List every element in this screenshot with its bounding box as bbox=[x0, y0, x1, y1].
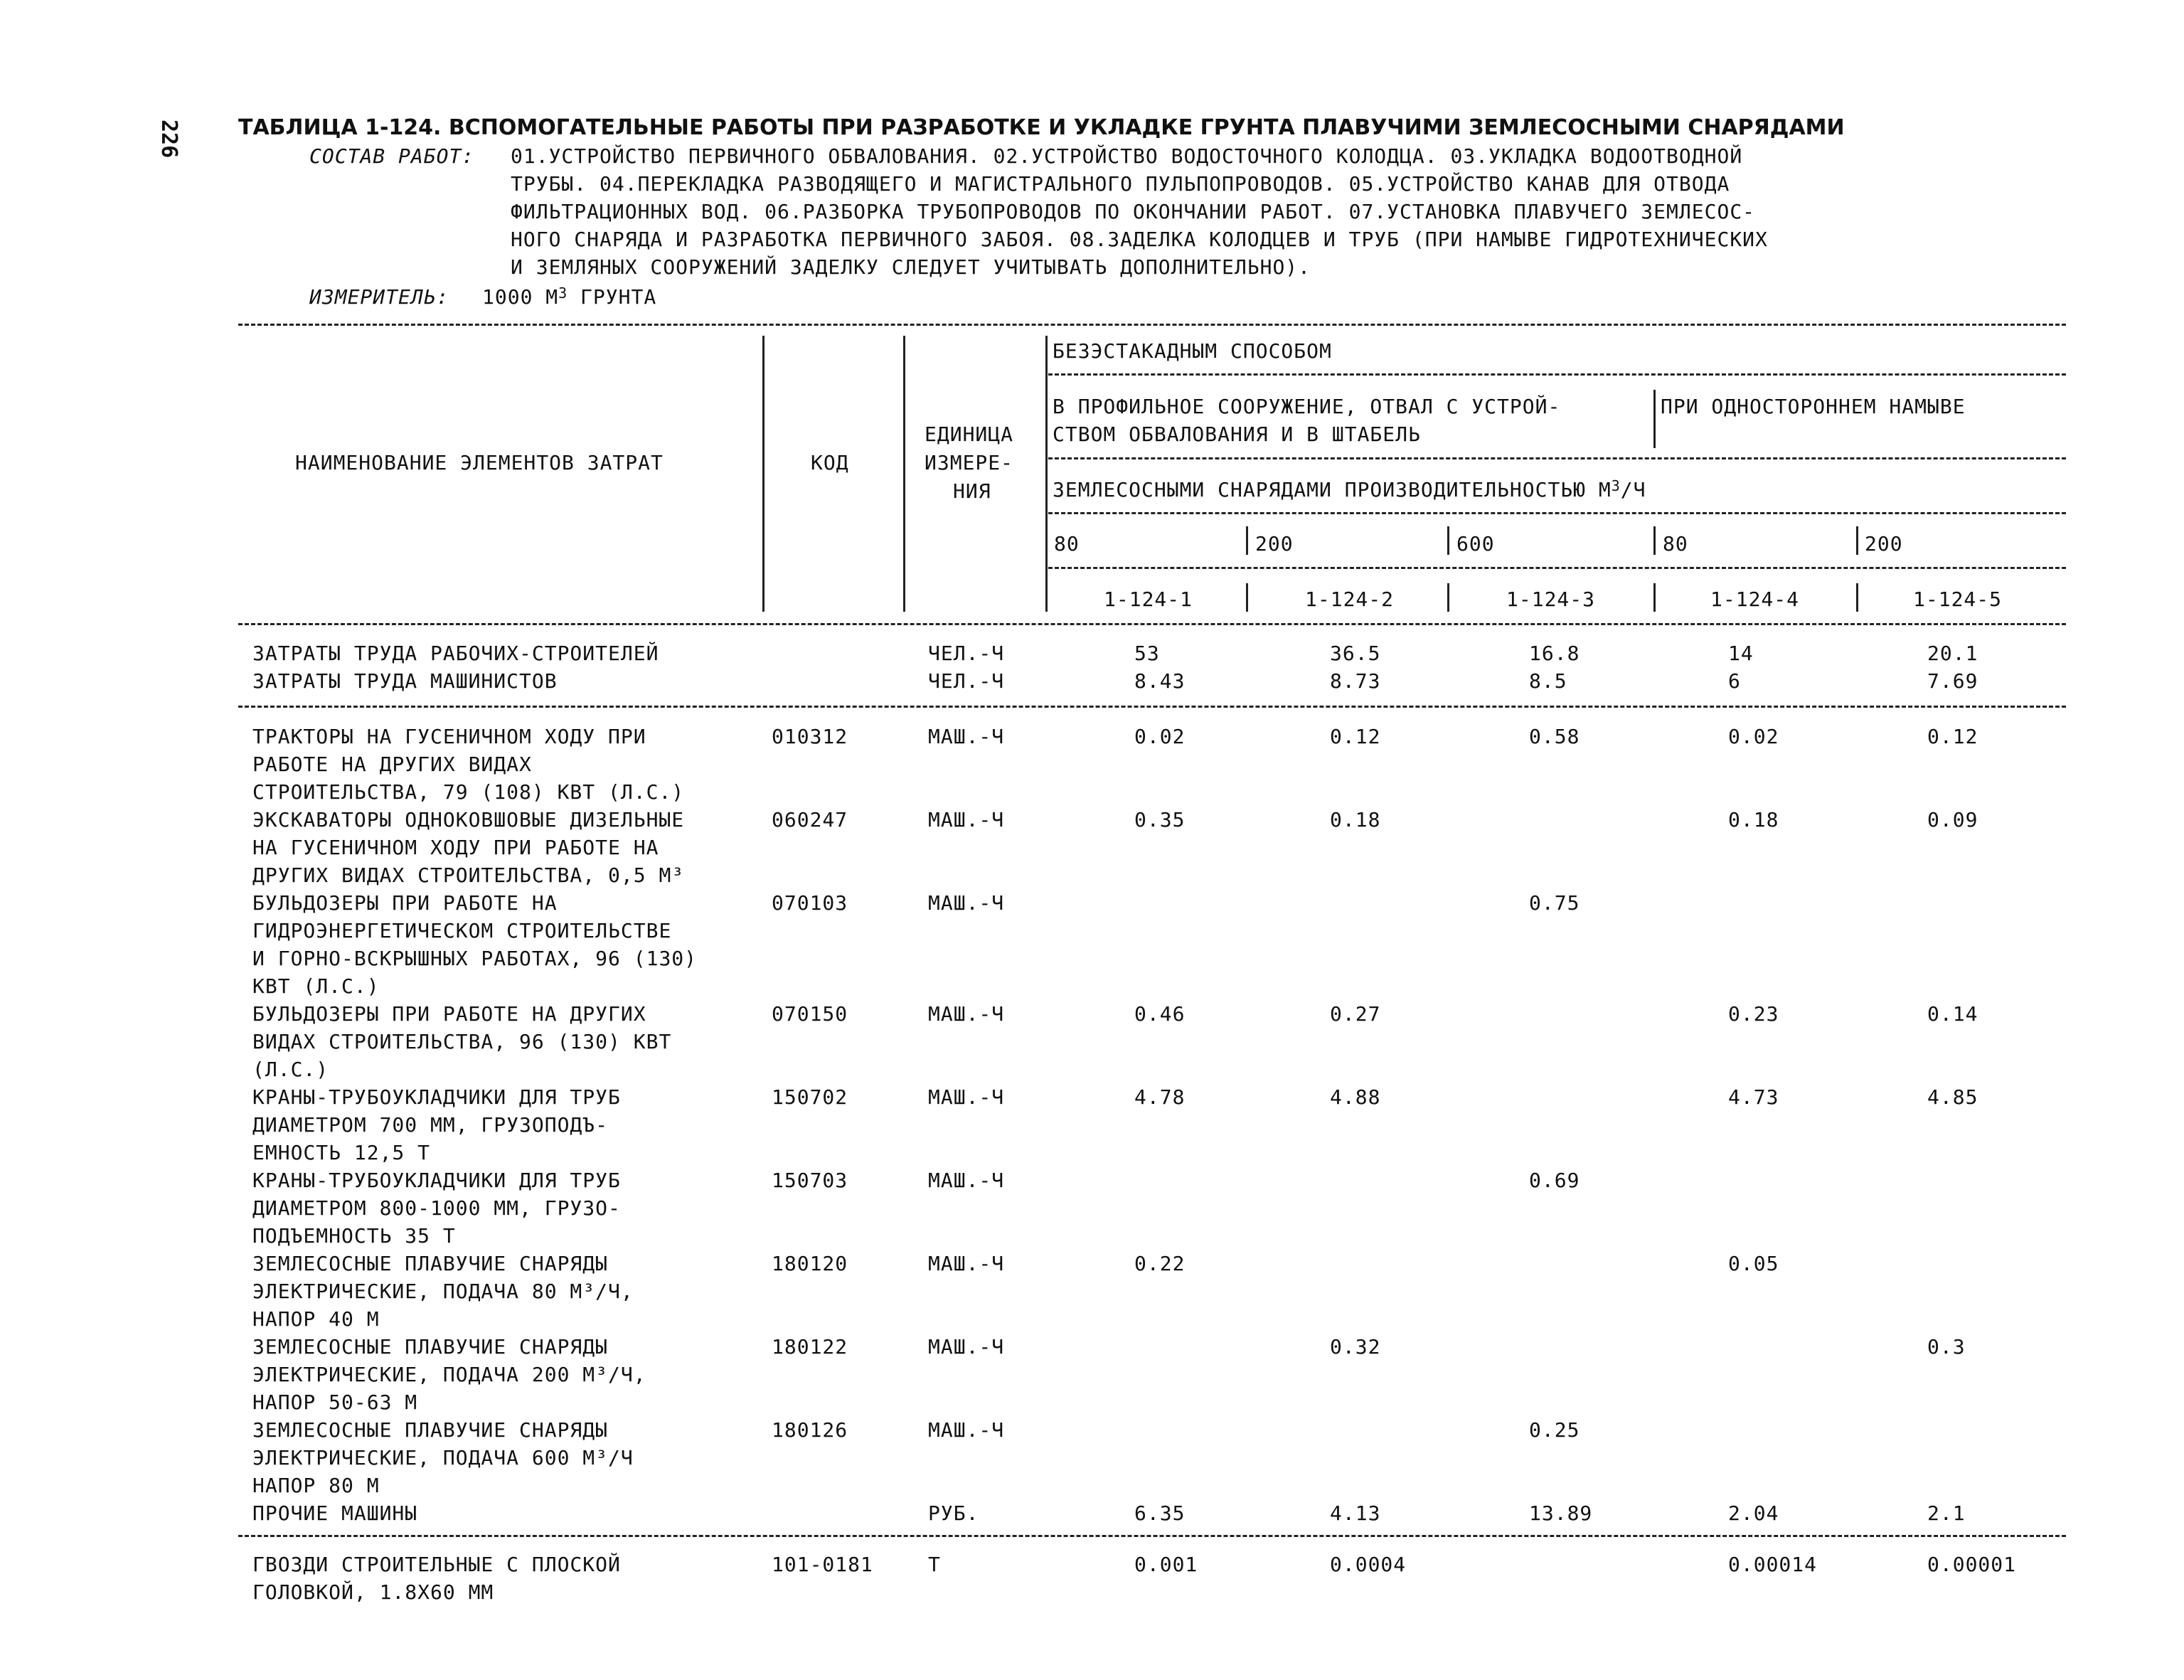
cost-value: 7.69 bbox=[1927, 669, 1978, 693]
cost-item-unit: МАШ.-Ч bbox=[928, 1252, 1005, 1275]
cost-value: 8.43 bbox=[1134, 669, 1186, 693]
cost-item-name: ГВОЗДИ СТРОИТЕЛЬНЫЕ С ПЛОСКОЙ bbox=[252, 1553, 621, 1576]
cost-value: 0.18 bbox=[1330, 808, 1381, 831]
header-productivity: 80 bbox=[1054, 532, 1080, 555]
cost-item-unit: МАШ.-Ч bbox=[928, 808, 1005, 831]
cost-value: 0.02 bbox=[1728, 725, 1779, 748]
cost-item-unit: МАШ.-Ч bbox=[928, 725, 1005, 748]
cost-item-name: КРАНЫ-ТРУБОУКЛАДЧИКИ ДЛЯ ТРУБ bbox=[252, 1085, 621, 1109]
measure-label: ИЗМЕРИТЕЛЬ: bbox=[309, 285, 449, 309]
header-divider-unit bbox=[1045, 336, 1048, 612]
cost-value: 4.13 bbox=[1330, 1501, 1381, 1525]
cost-value: 0.05 bbox=[1728, 1252, 1779, 1275]
header-norm-code: 1-124-5 bbox=[1913, 588, 2003, 611]
header-unit: ИЗМЕРЕ- bbox=[925, 451, 1014, 474]
cost-item-name: БУЛЬДОЗЕРЫ ПРИ РАБОТЕ НА bbox=[252, 891, 558, 915]
table-title: ТАБЛИЦА 1-124. ВСПОМОГАТЕЛЬНЫЕ РАБОТЫ ПРИ РАЗРАБОТКЕ И УКЛАДКЕ ГРУНТА ПЛАВУЧИМИ ЗЕМЛЕСОСНЫМИ СНАРЯДАМИ bbox=[238, 115, 1845, 140]
header-bottom-rule bbox=[238, 623, 2066, 625]
cost-item-name: БУЛЬДОЗЕРЫ ПРИ РАБОТЕ НА ДРУГИХ bbox=[252, 1002, 646, 1026]
header-rule bbox=[1048, 567, 2066, 569]
cost-item-name: ГОЛОВКОЙ, 1.8Х60 ММ bbox=[252, 1580, 494, 1604]
cost-value: 0.22 bbox=[1134, 1252, 1186, 1275]
cost-value: 0.0004 bbox=[1330, 1553, 1407, 1576]
header-divider-group bbox=[1653, 390, 1656, 448]
page-number: 226 bbox=[156, 119, 181, 159]
cost-item-name: НАПОР 40 М bbox=[252, 1307, 380, 1331]
cost-item-name: НАПОР 80 М bbox=[252, 1474, 380, 1497]
cost-item-code: 180126 bbox=[772, 1418, 848, 1442]
header-group1: СТВОМ ОБВАЛОВАНИЯ И В ШТАБЕЛЬ bbox=[1053, 422, 1421, 446]
cost-item-unit: МАШ.-Ч bbox=[928, 1002, 1005, 1026]
section-rule bbox=[238, 706, 2066, 708]
header-divider bbox=[1447, 583, 1449, 612]
cost-item-name: ЭЛЕКТРИЧЕСКИЕ, ПОДАЧА 600 М³/Ч bbox=[252, 1446, 634, 1469]
cost-item-name: ЗЕМЛЕСОСНЫЕ ПЛАВУЧИЕ СНАРЯДЫ bbox=[252, 1418, 609, 1442]
composition-line: НОГО СНАРЯДА И РАЗРАБОТКА ПЕРВИЧНОГО ЗАБОЯ. 08.ЗАДЕЛКА КОЛОДЦЕВ И ТРУБ (ПРИ НАМЫВЕ ГИДРОТЕХНИЧЕСКИХ bbox=[511, 228, 1768, 251]
composition-line: ТРУБЫ. 04.ПЕРЕКЛАДКА РАЗВОДЯЩЕГО И МАГИСТРАЛЬНОГО ПУЛЬПОПРОВОДОВ. 05.УСТРОЙСТВО КАНАВ ДЛЯ ОТВОДА bbox=[511, 172, 1730, 196]
cost-item-code: 060247 bbox=[772, 808, 848, 831]
cost-value: 13.89 bbox=[1529, 1501, 1593, 1525]
header-divider bbox=[1856, 583, 1858, 612]
composition-label: СОСТАВ РАБОТ: bbox=[309, 144, 475, 168]
header-unit: НИЯ bbox=[953, 479, 991, 503]
cost-value: 8.5 bbox=[1529, 669, 1567, 693]
header-productivity: 200 bbox=[1865, 532, 1903, 555]
cost-value: 4.85 bbox=[1927, 1085, 1978, 1109]
cost-item-name: ЭКСКАВАТОРЫ ОДНОКОВШОВЫЕ ДИЗЕЛЬНЫЕ bbox=[252, 808, 685, 831]
cost-item-name: ЗАТРАТЫ ТРУДА МАШИНИСТОВ bbox=[252, 669, 558, 693]
cost-item-name: ЕМНОСТЬ 12,5 Т bbox=[252, 1141, 431, 1164]
cost-item-name: ЭЛЕКТРИЧЕСКИЕ, ПОДАЧА 80 М³/Ч, bbox=[252, 1280, 634, 1303]
header-capacity: ЗЕМЛЕСОСНЫМИ СНАРЯДАМИ ПРОИЗВОДИТЕЛЬНОСТЬЮ $М^3/Ч$ bbox=[1053, 477, 1646, 501]
composition-line: 01.УСТРОЙСТВО ПЕРВИЧНОГО ОБВАЛОВАНИЯ. 02.УСТРОЙСТВО ВОДОСТОЧНОГО КОЛОДЦА. 03.УКЛАДКА ВОДООТВОДНОЙ bbox=[511, 144, 1743, 168]
cost-value: 0.12 bbox=[1330, 725, 1381, 748]
cost-value: 2.1 bbox=[1927, 1501, 1966, 1525]
cost-item-code: 010312 bbox=[772, 725, 848, 748]
header-divider-code bbox=[903, 336, 905, 612]
cost-value: 0.23 bbox=[1728, 1002, 1779, 1026]
cost-item-name: СТРОИТЕЛЬСТВА, 79 (108) КВТ (Л.С.) bbox=[252, 780, 685, 804]
header-divider bbox=[1246, 526, 1248, 555]
cost-item-unit: МАШ.-Ч bbox=[928, 1085, 1005, 1109]
cost-value: 0.001 bbox=[1134, 1553, 1198, 1576]
cost-item-unit: МАШ.-Ч bbox=[928, 1418, 1005, 1442]
header-divider bbox=[1653, 583, 1656, 612]
cost-item-name: РАБОТЕ НА ДРУГИХ ВИДАХ bbox=[252, 753, 532, 776]
cost-value: 4.73 bbox=[1728, 1085, 1779, 1109]
header-divider bbox=[1246, 583, 1248, 612]
cost-value: 0.18 bbox=[1728, 808, 1779, 831]
cost-value: 8.73 bbox=[1330, 669, 1381, 693]
cost-item-unit: Т bbox=[928, 1553, 941, 1576]
cost-item-name: ЗЕМЛЕСОСНЫЕ ПЛАВУЧИЕ СНАРЯДЫ bbox=[252, 1335, 609, 1359]
cost-value: 6.35 bbox=[1134, 1501, 1186, 1525]
cost-item-unit: ЧЕЛ.-Ч bbox=[928, 642, 1005, 665]
cost-item-name: ЗАТРАТЫ ТРУДА РАБОЧИХ-СТРОИТЕЛЕЙ bbox=[252, 642, 659, 665]
cost-value: 14 bbox=[1728, 642, 1754, 665]
header-divider bbox=[1653, 526, 1656, 555]
cost-item-code: 180122 bbox=[772, 1335, 848, 1359]
cost-value: 4.88 bbox=[1330, 1085, 1381, 1109]
cost-item-name: ПОДЪЕМНОСТЬ 35 Т bbox=[252, 1224, 456, 1248]
cost-value: 0.12 bbox=[1927, 725, 1978, 748]
cost-value: 0.00014 bbox=[1728, 1553, 1818, 1576]
cost-value: 0.58 bbox=[1529, 725, 1580, 748]
cost-item-code: 150702 bbox=[772, 1085, 848, 1109]
cost-item-code: 070150 bbox=[772, 1002, 848, 1026]
cost-value: 0.35 bbox=[1134, 808, 1186, 831]
cost-item-name: ТРАКТОРЫ НА ГУСЕНИЧНОМ ХОДУ ПРИ bbox=[252, 725, 646, 748]
cost-item-name: ЭЛЕКТРИЧЕСКИЕ, ПОДАЧА 200 М³/Ч, bbox=[252, 1363, 646, 1386]
cost-item-unit: МАШ.-Ч bbox=[928, 1335, 1005, 1359]
header-norm-code: 1-124-2 bbox=[1305, 588, 1395, 611]
header-norm-code: 1-124-1 bbox=[1104, 588, 1193, 611]
cost-value: 6 bbox=[1728, 669, 1741, 693]
cost-item-code: 070103 bbox=[772, 891, 848, 915]
composition-line: И ЗЕМЛЯНЫХ СООРУЖЕНИЙ ЗАДЕЛКУ СЛЕДУЕТ УЧИТЫВАТЬ ДОПОЛНИТЕЛЬНО). bbox=[511, 255, 1311, 279]
table-top-rule bbox=[238, 324, 2066, 326]
cost-item-unit: РУБ. bbox=[928, 1501, 979, 1525]
measure-value: 1000 $М^3$ ГРУНТА bbox=[482, 285, 657, 309]
cost-item-name: ДРУГИХ ВИДАХ СТРОИТЕЛЬСТВА, 0,5 М³ bbox=[252, 863, 685, 887]
cost-value: 0.75 bbox=[1529, 891, 1580, 915]
cost-item-name: ЗЕМЛЕСОСНЫЕ ПЛАВУЧИЕ СНАРЯДЫ bbox=[252, 1252, 609, 1275]
cost-item-code: 180120 bbox=[772, 1252, 848, 1275]
header-productivity: 200 bbox=[1255, 532, 1294, 555]
cost-value: 4.78 bbox=[1134, 1085, 1186, 1109]
cost-item-name: КВТ (Л.С.) bbox=[252, 974, 380, 998]
header-method: БЕЗЭСТАКАДНЫМ СПОСОБОМ bbox=[1053, 339, 1332, 363]
cost-item-name: И ГОРНО-ВСКРЫШНЫХ РАБОТАХ, 96 (130) bbox=[252, 947, 698, 970]
cost-item-name: НАПОР 50-63 М bbox=[252, 1391, 418, 1414]
cost-item-name: ГИДРОЭНЕРГЕТИЧЕСКОМ СТРОИТЕЛЬСТВЕ bbox=[252, 919, 672, 942]
header-rule bbox=[1048, 373, 2066, 376]
cost-value: 0.09 bbox=[1927, 808, 1978, 831]
cost-item-name: ВИДАХ СТРОИТЕЛЬСТВА, 96 (130) КВТ bbox=[252, 1030, 672, 1053]
cost-value: 0.25 bbox=[1529, 1418, 1580, 1442]
cost-value: 20.1 bbox=[1927, 642, 1978, 665]
header-divider bbox=[1856, 526, 1858, 555]
header-name: НАИМЕНОВАНИЕ ЭЛЕМЕНТОВ ЗАТРАТ bbox=[295, 451, 664, 474]
header-group2: ПРИ ОДНОСТОРОННЕМ НАМЫВЕ bbox=[1661, 395, 1966, 418]
composition-line: ФИЛЬТРАЦИОННЫХ ВОД. 06.РАЗБОРКА ТРУБОПРОВОДОВ ПО ОКОНЧАНИИ РАБОТ. 07.УСТАНОВКА ПЛАВУЧЕГО ЗЕМЛЕСОС- bbox=[511, 200, 1756, 223]
header-norm-code: 1-124-3 bbox=[1506, 588, 1596, 611]
cost-value: 53 bbox=[1134, 642, 1160, 665]
cost-item-name: ПРОЧИЕ МАШИНЫ bbox=[252, 1501, 418, 1525]
cost-value: 16.8 bbox=[1529, 642, 1580, 665]
cost-item-name: ДИАМЕТРОМ 800-1000 ММ, ГРУЗО- bbox=[252, 1196, 621, 1220]
header-unit: ЕДИНИЦА bbox=[925, 422, 1014, 446]
cost-value: 0.00001 bbox=[1927, 1553, 2017, 1576]
cost-item-code: 150703 bbox=[772, 1169, 848, 1192]
header-rule bbox=[1048, 512, 2066, 514]
cost-value: 0.02 bbox=[1134, 725, 1186, 748]
cost-value: 0.32 bbox=[1330, 1335, 1381, 1359]
header-divider-name bbox=[762, 336, 765, 612]
cost-value: 36.5 bbox=[1330, 642, 1381, 665]
header-divider bbox=[1447, 526, 1449, 555]
cost-item-name: НА ГУСЕНИЧНОМ ХОДУ ПРИ РАБОТЕ НА bbox=[252, 836, 659, 859]
header-rule bbox=[1048, 457, 2066, 459]
cost-value: 0.3 bbox=[1927, 1335, 1966, 1359]
cost-value: 0.46 bbox=[1134, 1002, 1186, 1026]
section-rule bbox=[238, 1535, 2066, 1537]
cost-value: 0.69 bbox=[1529, 1169, 1580, 1192]
cost-value: 0.27 bbox=[1330, 1002, 1381, 1026]
cost-value: 0.14 bbox=[1927, 1002, 1978, 1026]
header-productivity: 80 bbox=[1663, 532, 1688, 555]
cost-item-name: (Л.С.) bbox=[252, 1058, 329, 1081]
cost-value: 2.04 bbox=[1728, 1501, 1779, 1525]
header-group1: В ПРОФИЛЬНОЕ СООРУЖЕНИЕ, ОТВАЛ С УСТРОЙ- bbox=[1053, 395, 1561, 418]
cost-item-name: ДИАМЕТРОМ 700 ММ, ГРУЗОПОДЪ- bbox=[252, 1113, 609, 1137]
header-productivity: 600 bbox=[1456, 532, 1495, 555]
cost-item-name: КРАНЫ-ТРУБОУКЛАДЧИКИ ДЛЯ ТРУБ bbox=[252, 1169, 621, 1192]
header-norm-code: 1-124-4 bbox=[1710, 588, 1800, 611]
header-code: КОД bbox=[811, 451, 849, 474]
cost-item-code: 101-0181 bbox=[772, 1553, 873, 1576]
cost-item-unit: МАШ.-Ч bbox=[928, 1169, 1005, 1192]
cost-item-unit: ЧЕЛ.-Ч bbox=[928, 669, 1005, 693]
cost-item-unit: МАШ.-Ч bbox=[928, 891, 1005, 915]
